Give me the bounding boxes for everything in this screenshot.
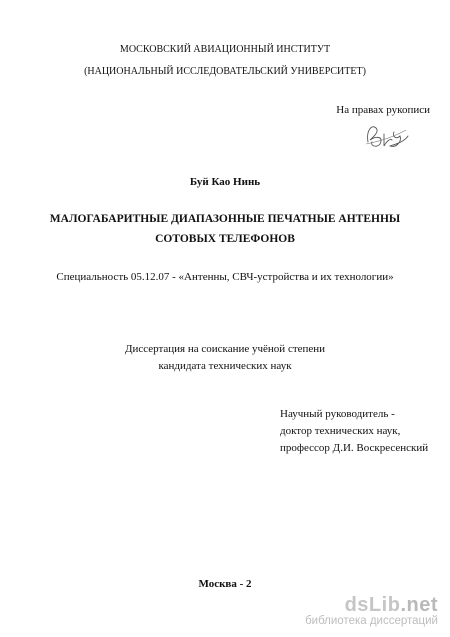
dissertation-title-line2: СОТОВЫХ ТЕЛЕФОНОВ [155, 233, 295, 245]
author-name: Буй Као Нинь [189, 176, 261, 188]
city-year [0, 578, 450, 590]
advisor-line3: профессор Д.И. Воскресенский [280, 442, 429, 454]
institute-subtitle: (НАЦИОНАЛЬНЫЙ ИССЛЕДОВАТЕЛЬСКИЙ УНИВЕРСИТЕТ) [84, 66, 366, 77]
dissertation-title-line1: МАЛОГАБАРИТНЫЕ ДИАПАЗОННЫЕ ПЕЧАТНЫЕ АНТЕННЫ [49, 213, 401, 225]
watermark-subtitle: библиотека диссертаций [305, 615, 438, 627]
advisor-line1: Научный руководитель - [280, 408, 395, 420]
institute-name: МОСКОВСКИЙ АВИАЦИОННЫЙ ИНСТИТУТ [119, 44, 331, 55]
scientific-advisor [280, 406, 428, 457]
city-year-text: Москва - 2 [198, 578, 252, 590]
advisor-line2: доктор технических наук, [280, 425, 401, 437]
degree-line2: кандидата технических наук [158, 360, 292, 372]
signature [362, 120, 412, 159]
degree-line1: Диссертация на соискание учёной степени [124, 343, 326, 355]
watermark-logo-part2: .net [400, 594, 438, 616]
watermark-logo [305, 594, 438, 617]
dslib-watermark [305, 594, 438, 627]
watermark-logo-part1: dsLib [344, 594, 401, 616]
manuscript-rights-label: На правах рукописи [336, 104, 430, 116]
specialty: Специальность 05.12.07 - «Антенны, СВЧ-устройства и их технологии» [56, 271, 394, 283]
